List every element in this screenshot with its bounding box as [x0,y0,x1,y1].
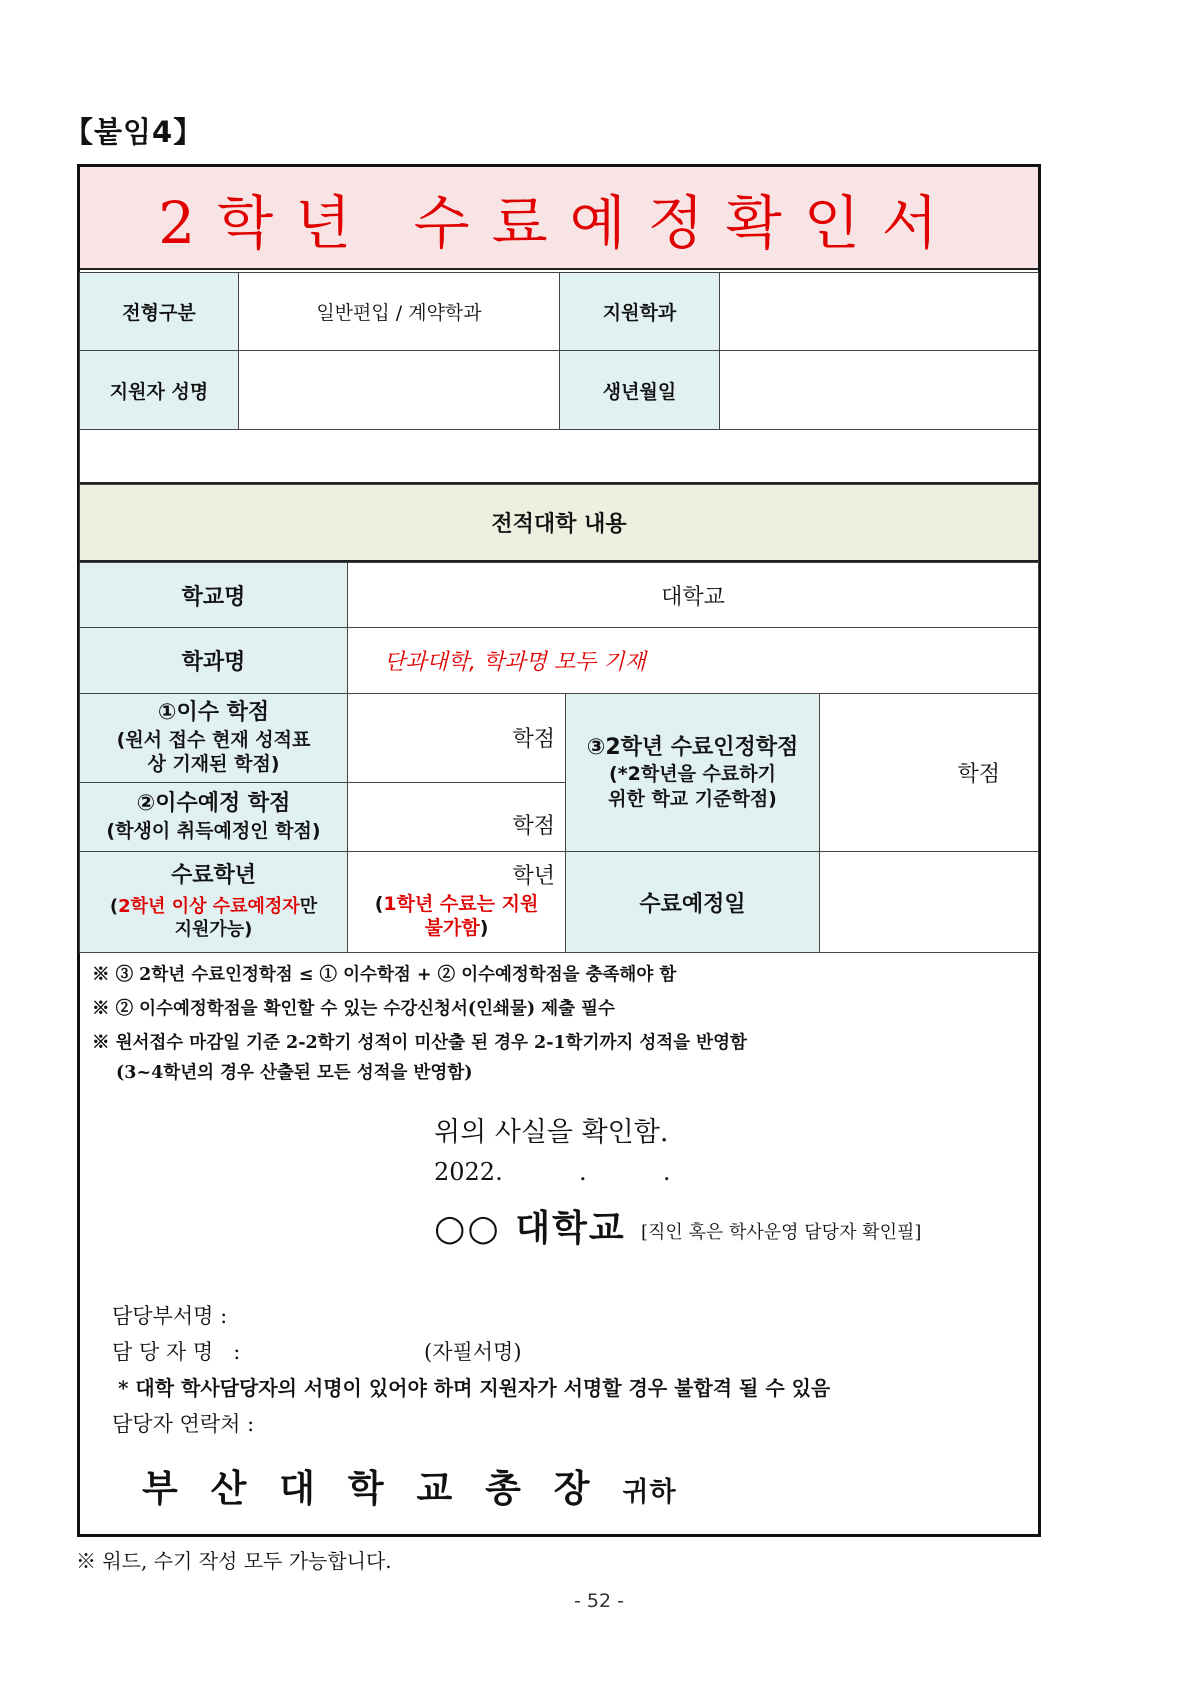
value-department-name[interactable] [347,627,1039,694]
completion-credits-desc2: 위한 학교 기준학점) [608,787,777,810]
value-applicant-name[interactable] [238,350,560,430]
footnote: ※ 워드, 수기 작성 모두 가능합니다. [76,1549,392,1573]
expected-credits-desc: (학생이 취득예정인 학점) [106,819,321,842]
eligibility-highlight: 2학년 이상 수료예정자 [118,895,300,917]
confirm-date: 2022. . . [434,1158,671,1186]
contact-department: 담당부서명 : [112,1304,228,1328]
label-admission-type: 전형구분 [79,272,239,351]
addressee-name: 부 산 대 학 교 총 장 [142,1466,600,1510]
grade-note-line1: (1학년 수료는 지원 [374,892,539,915]
completed-credits-desc1: (원서 접수 현재 성적표 [116,728,311,751]
label-department-name: 학과명 [79,627,348,694]
label-birth-date: 생년월일 [559,350,720,430]
note-item: ※ ③ 2학년 수료인정학점 ≤ ① 이수학점 + ② 이수예정학점을 충족해야 함 [92,965,677,985]
completed-credits-title: ①이수 학점 [157,700,270,726]
value-completed-credits[interactable] [347,693,566,783]
grade-note-line2: 불가함) [424,917,489,940]
label-completed-credits [79,693,348,783]
value-completion-credits[interactable] [819,693,1039,852]
contact-phone: 담당자 연락처 : [112,1412,255,1436]
value-expected-credits[interactable] [347,782,566,852]
blank-row [79,429,1039,484]
completion-grade-eligibility2: 지원가능) [174,919,253,941]
note-item: ※ ② 이수예정학점을 확인할 수 있는 수강신청서(인쇄물) 제출 필수 [92,999,615,1019]
label-school-name: 학교명 [79,562,348,628]
attachment-label: 【붙임4】 [64,115,204,149]
completion-credits-desc1: (*2학년을 수료하기 [609,763,776,786]
completion-credits-unit: 학점 [957,762,1000,787]
value-birth-date[interactable] [719,350,1039,430]
form-title-bar [80,167,1038,270]
page-number: - 52 - [574,1590,624,1612]
addressee-suffix: 귀하 [622,1477,677,1508]
completion-credits-title: ③2학년 수료인정학점 [586,734,799,760]
completion-grade-unit: 학년 [512,864,555,890]
completed-credits-desc2: 상 기재된 학점) [147,753,280,776]
label-expected-credits [79,782,348,852]
section-title: 전적대학 내용 [79,484,1039,562]
confirm-statement: 위의 사실을 확인함. [434,1117,669,1148]
label-applied-department: 지원학과 [559,272,720,351]
label-expected-completion-date: 수료예정일 [565,851,820,953]
completion-grade-eligibility: (2학년 이상 수료예정자만 [109,895,318,917]
expected-credits-unit: 학점 [512,813,555,839]
confirm-seal-note: [직인 혹은 학사운영 담당자 확인필] [641,1222,922,1243]
contact-person: 담 당 자 명 : [112,1340,241,1364]
value-completion-grade[interactable] [347,851,566,953]
signature-hint: (자필서명) [424,1340,522,1364]
note-item: (3~4학년의 경우 산출된 모든 성적을 반영함) [116,1063,473,1083]
value-expected-completion-date[interactable] [819,851,1039,953]
note-item: ※ 원서접수 마감일 기준 2-2학기 성적이 미산출 된 경우 2-1학기까지 성적을 반영함 [92,1033,747,1053]
label-applicant-name: 지원자 성명 [79,350,239,430]
department-instruction: 단과대학, 학과명 모두 기재 [384,650,646,675]
confirm-school: ○○ 대학교 [434,1207,626,1249]
label-completion-grade [79,851,348,953]
form-title: 2학년 수료예정확인서 [158,188,960,257]
addressee [142,1458,677,1512]
value-applied-department[interactable] [719,272,1039,351]
value-admission-type[interactable]: 일반편입 / 계약학과 [238,272,560,351]
expected-credits-title: ②이수예정 학점 [136,791,291,817]
label-completion-credits [565,693,820,852]
notes-block [92,958,1022,1086]
completion-grade-title: 수료학년 [170,863,256,889]
value-school-name[interactable]: 대학교 [347,562,1039,628]
completed-credits-unit: 학점 [512,727,555,752]
signature-warning: * 대학 학사담당자의 서명이 있어야 하며 지원자가 서명할 경우 불합격 될 수 있음 [118,1376,831,1400]
